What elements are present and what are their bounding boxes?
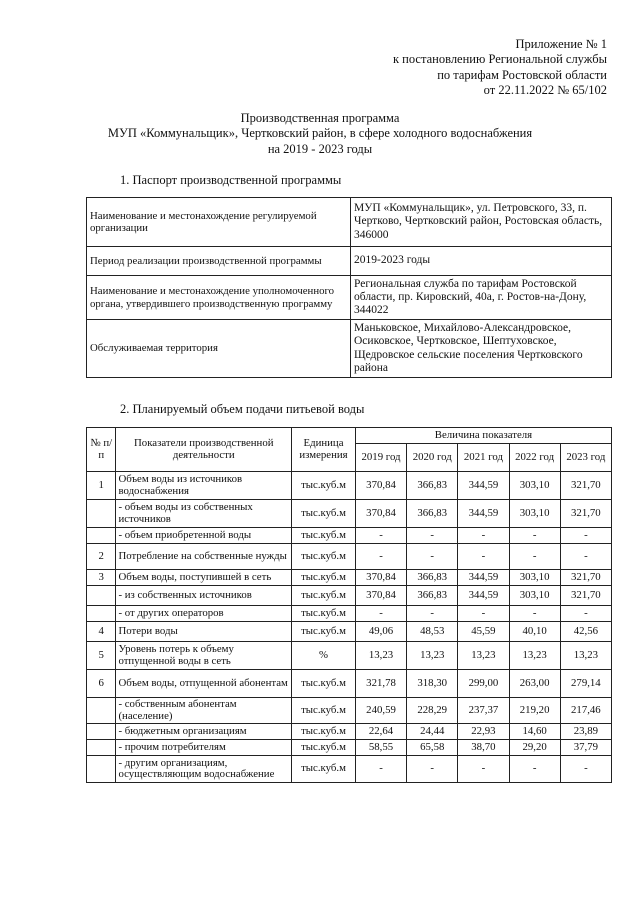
table-row [87,642,612,670]
table-header-row [87,428,612,444]
table-row [87,276,612,320]
row-value: 344,59 [458,500,509,528]
row-number: 5 [87,642,116,670]
row-value: 29,20 [509,740,560,756]
row-value: - [407,528,458,544]
row-value: 40,10 [509,622,560,642]
header-year: 2020 год [407,444,458,472]
row-value: 45,59 [458,622,509,642]
document-title [0,111,640,157]
row-value: 58,55 [355,740,406,756]
row-indicator: Потребление на собственные нужды [116,544,292,570]
row-value: 22,93 [458,724,509,740]
row-value: 344,59 [458,570,509,586]
passport-value: 2019-2023 годы [351,247,612,276]
table-row [87,756,612,783]
title-line: МУП «Коммунальщик», Чертковский район, в сфере холодного водоснабжения [107,126,533,141]
production-table [86,427,612,783]
row-value: 321,78 [355,670,406,698]
table-row [87,544,612,570]
row-unit: тыс.куб.м [292,528,356,544]
row-value: 42,56 [560,622,611,642]
row-indicator: - прочим потребителям [116,740,292,756]
row-value: 303,10 [509,586,560,606]
row-unit: тыс.куб.м [292,544,356,570]
row-value: 219,20 [509,698,560,724]
row-unit: % [292,642,356,670]
row-number [87,724,116,740]
row-value: - [458,606,509,622]
row-value: 370,84 [355,586,406,606]
row-value: 228,29 [407,698,458,724]
table-row [87,670,612,698]
title-line: Производственная программа [240,111,400,125]
table-row [87,500,612,528]
row-number [87,586,116,606]
row-value: 13,23 [509,642,560,670]
row-value: - [407,756,458,783]
row-value: 303,10 [509,500,560,528]
row-value: 366,83 [407,570,458,586]
table-row [87,528,612,544]
row-value: - [560,606,611,622]
row-value: 65,58 [407,740,458,756]
row-number [87,740,116,756]
row-value: - [560,544,611,570]
table-row [87,198,612,247]
row-value: - [355,756,406,783]
row-indicator: - из собственных источников [116,586,292,606]
row-value: 370,84 [355,570,406,586]
table-row [87,622,612,642]
header-year: 2021 год [458,444,509,472]
row-indicator: - другим организациям, осуществляющим водоснабжение [116,756,292,783]
table-row [87,724,612,740]
appendix-line: от 22.11.2022 № 65/102 [483,82,607,97]
passport-value: Маньковское, Михайлово-Александровское, Осиковское, Чертковское, Шептуховское, Щедровское сельские поселения Чертковского района [351,320,612,378]
header-year: 2019 год [355,444,406,472]
table-row [87,570,612,586]
row-unit: тыс.куб.м [292,570,356,586]
table-row [87,320,612,378]
row-indicator: - от других операторов [116,606,292,622]
row-indicator: Объем воды, отпущенной абонентам [116,670,292,698]
appendix-line: по тарифам Ростовской области [437,67,607,82]
row-unit: тыс.куб.м [292,586,356,606]
row-value: 13,23 [355,642,406,670]
table-row [87,247,612,276]
row-indicator: Уровень потерь к объему отпущенной воды в сеть [116,642,292,670]
row-value: 48,53 [407,622,458,642]
row-value: 237,37 [458,698,509,724]
row-value: 303,10 [509,472,560,500]
row-value: 38,70 [458,740,509,756]
row-indicator: Объем воды из источников водоснабжения [116,472,292,500]
row-value: 321,70 [560,500,611,528]
row-value: - [355,528,406,544]
row-value: 366,83 [407,472,458,500]
row-value: 13,23 [407,642,458,670]
row-number: 4 [87,622,116,642]
row-value: - [509,606,560,622]
row-number [87,500,116,528]
row-value: 344,59 [458,586,509,606]
row-value: - [407,544,458,570]
table-row [87,606,612,622]
passport-key: Период реализации производственной программы [87,247,351,276]
row-value: 318,30 [407,670,458,698]
header-indicator: Показатели производственной деятельности [116,428,292,472]
row-indicator: Объем воды, поступившей в сеть [116,570,292,586]
row-unit: тыс.куб.м [292,606,356,622]
passport-table [86,197,612,378]
table-row [87,472,612,500]
row-value: - [355,606,406,622]
row-value: 240,59 [355,698,406,724]
row-value: 217,46 [560,698,611,724]
row-unit: тыс.куб.м [292,740,356,756]
row-indicator: - бюджетным организациям [116,724,292,740]
row-value: 321,70 [560,472,611,500]
row-value: 24,44 [407,724,458,740]
header-year: 2023 год [560,444,611,472]
header-year: 2022 год [509,444,560,472]
row-number: 1 [87,472,116,500]
row-indicator: - собственным абонентам (население) [116,698,292,724]
header-num: № п/п [87,428,116,472]
row-value: 303,10 [509,570,560,586]
row-value: - [560,756,611,783]
row-value: 13,23 [560,642,611,670]
row-unit: тыс.куб.м [292,622,356,642]
row-value: 37,79 [560,740,611,756]
row-value: 299,00 [458,670,509,698]
row-value: - [407,606,458,622]
passport-value: Региональная служба по тарифам Ростовской области, пр. Кировский, 40а, г. Ростов-на-Дону, 344022 [351,276,612,320]
row-value: - [509,756,560,783]
section-heading-passport: 1. Паспорт производственной программы [120,173,342,187]
passport-key: Наименование и местонахождение регулируемой организации [87,198,351,247]
row-value: - [509,528,560,544]
appendix-line: к постановлению Региональной службы [392,52,607,67]
header-unit: Единица измерения [292,428,356,472]
row-value: 49,06 [355,622,406,642]
row-value: 14,60 [509,724,560,740]
row-value: 366,83 [407,586,458,606]
table-row [87,586,612,606]
row-value: 13,23 [458,642,509,670]
row-value: - [560,528,611,544]
row-value: - [458,544,509,570]
passport-value: МУП «Коммунальщик», ул. Петровского, 33, п. Чертково, Чертковский район, Ростовская область, 346000 [351,198,612,247]
row-unit: тыс.куб.м [292,724,356,740]
row-value: 23,89 [560,724,611,740]
row-value: - [355,544,406,570]
row-value: 344,59 [458,472,509,500]
row-indicator: - объем приобретенной воды [116,528,292,544]
row-indicator: - объем воды из собственных источников [116,500,292,528]
passport-key: Наименование и местонахождение уполномоченного органа, утвердившего производственную программу [87,276,351,320]
appendix-line: Приложение № 1 [515,37,607,51]
row-value: 22,64 [355,724,406,740]
section-heading-volume: 2. Планируемый объем подачи питьевой воды [120,402,365,416]
row-number [87,606,116,622]
table-row [87,698,612,724]
row-value: 370,84 [355,500,406,528]
row-number [87,528,116,544]
row-unit: тыс.куб.м [292,472,356,500]
row-number: 6 [87,670,116,698]
row-value: 370,84 [355,472,406,500]
row-value: 279,14 [560,670,611,698]
row-value: - [458,756,509,783]
row-number [87,698,116,724]
row-value: - [509,544,560,570]
row-indicator: Потери воды [116,622,292,642]
row-number: 3 [87,570,116,586]
row-value: 321,70 [560,586,611,606]
row-value: 321,70 [560,570,611,586]
row-number: 2 [87,544,116,570]
row-value: 366,83 [407,500,458,528]
title-line: на 2019 - 2023 годы [267,141,373,156]
row-unit: тыс.куб.м [292,670,356,698]
row-value: 263,00 [509,670,560,698]
row-unit: тыс.куб.м [292,500,356,528]
table-row [87,740,612,756]
row-unit: тыс.куб.м [292,698,356,724]
passport-key: Обслуживаемая территория [87,320,351,378]
row-unit: тыс.куб.м [292,756,356,783]
row-value: - [458,528,509,544]
row-number [87,756,116,783]
appendix-block [393,37,607,98]
header-value: Величина показателя [355,428,611,444]
